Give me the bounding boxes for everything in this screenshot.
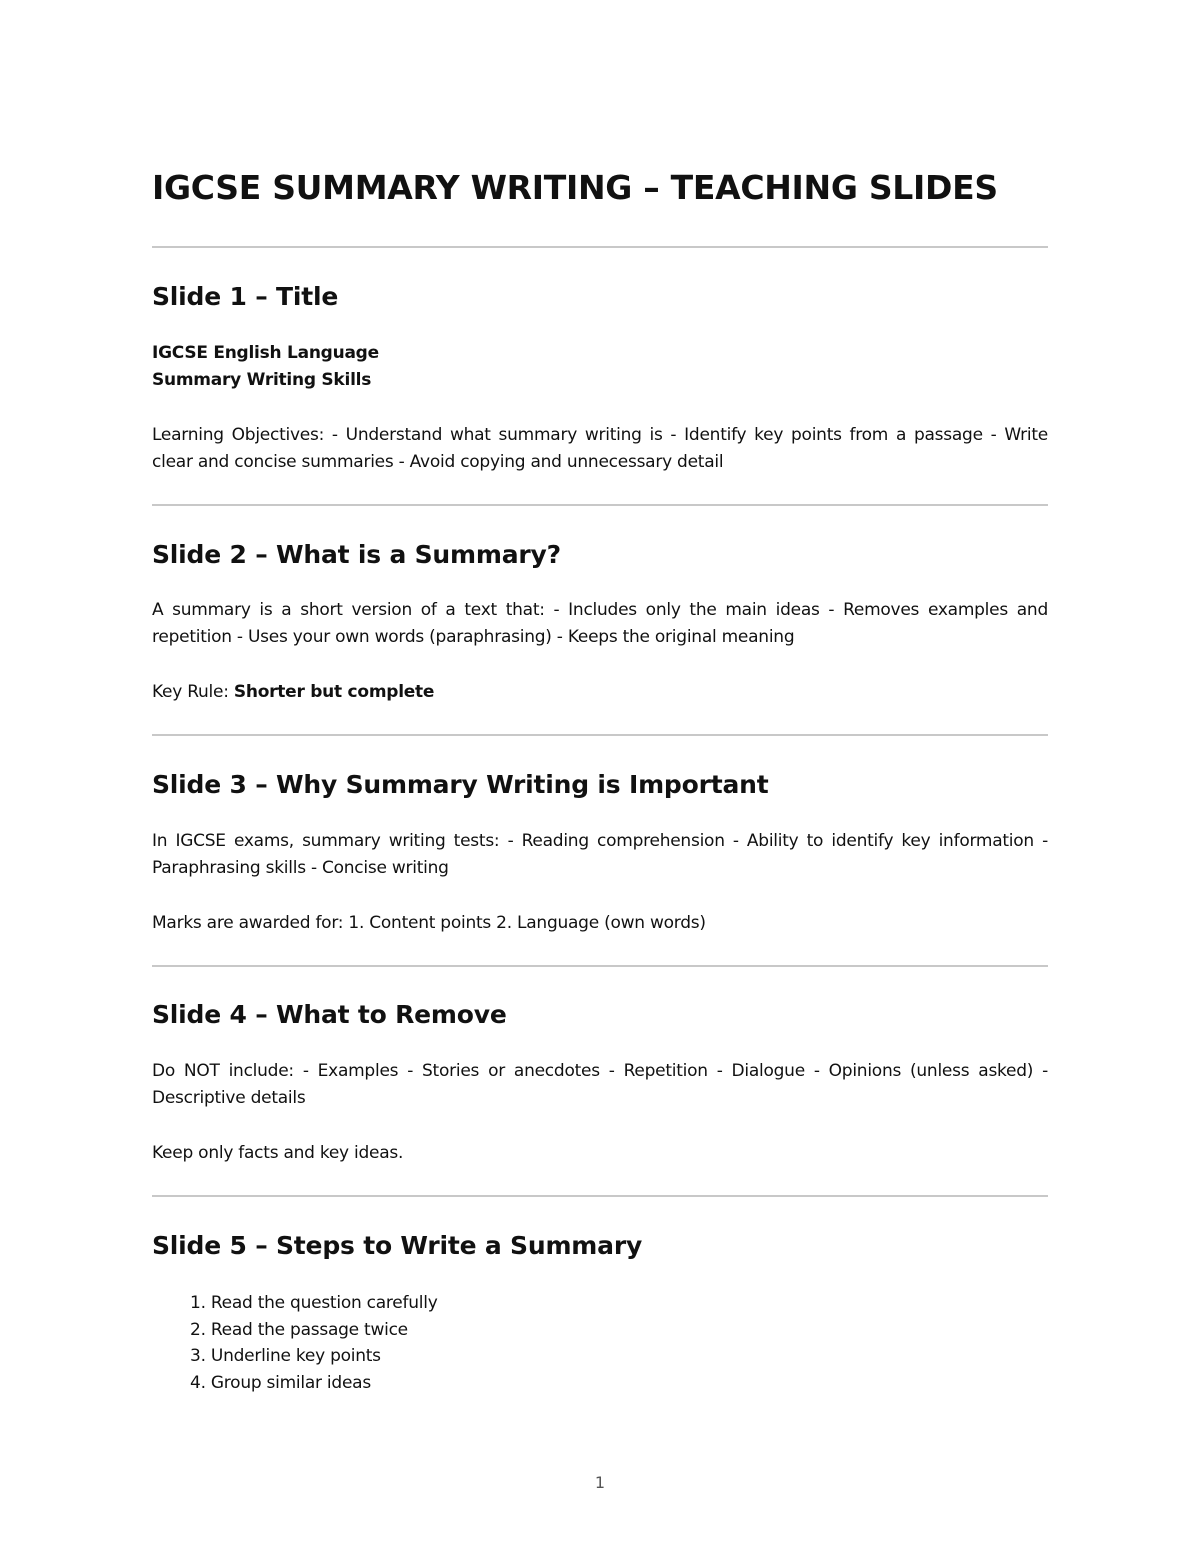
list-item: 4. Group similar ideas — [190, 1372, 371, 1393]
slide-3-body: In IGCSE exams, summary writing tests: - Reading comprehension - Ability to identify key information - Paraphrasing skills - Concise writing — [152, 831, 1048, 878]
list-item: 3. Underline key points — [190, 1346, 381, 1366]
slide-1-course-name: IGCSE English Language — [152, 343, 379, 363]
list-item: 1. Read the question carefully — [190, 1293, 438, 1313]
divider — [152, 734, 1048, 736]
slide-4-keep: Keep only facts and key ideas. — [152, 1143, 404, 1163]
slide-4-body: Do NOT include: - Examples - Stories or anecdotes - Repetition - Dialogue - Opinions (unless asked) - Descriptive details — [152, 1061, 1048, 1108]
divider — [152, 1195, 1048, 1197]
slide-2-heading: Slide 2 – What is a Summary? — [152, 540, 561, 569]
slide-4-heading: Slide 4 – What to Remove — [152, 1000, 507, 1029]
divider — [152, 246, 1048, 248]
key-rule-label: Key Rule: — [152, 682, 234, 702]
slide-5-heading: Slide 5 – Steps to Write a Summary — [152, 1231, 643, 1260]
slide-1-heading: Slide 1 – Title — [152, 282, 339, 311]
slide-1-subtitle — [152, 340, 1048, 394]
divider — [152, 965, 1048, 967]
divider — [152, 504, 1048, 506]
slide-2-body: A summary is a short version of a text that: - Includes only the main ideas - Removes examples and repetition - Uses your own words (paraphrasing) - Keeps the original meaning — [152, 600, 1048, 647]
document-title: IGCSE SUMMARY WRITING – TEACHING SLIDES — [152, 168, 998, 207]
slide-5-steps-list — [190, 1290, 438, 1396]
slide-3-marks: Marks are awarded for: 1. Content points 2. Language (own words) — [152, 913, 706, 933]
slide-1-objectives: Learning Objectives: - Understand what summary writing is - Identify key points from a passage - Write clear and concise summaries - Avoid copying and unnecessary detail — [152, 425, 1048, 472]
list-item: 2. Read the passage twice — [190, 1319, 408, 1340]
slide-2-key-rule — [152, 679, 1048, 706]
slide-1-skill-name: Summary Writing Skills — [152, 370, 372, 390]
page-number: 1 — [594, 1473, 606, 1492]
slide-3-heading: Slide 3 – Why Summary Writing is Important — [152, 770, 769, 799]
key-rule-value: Shorter but complete — [233, 682, 435, 702]
